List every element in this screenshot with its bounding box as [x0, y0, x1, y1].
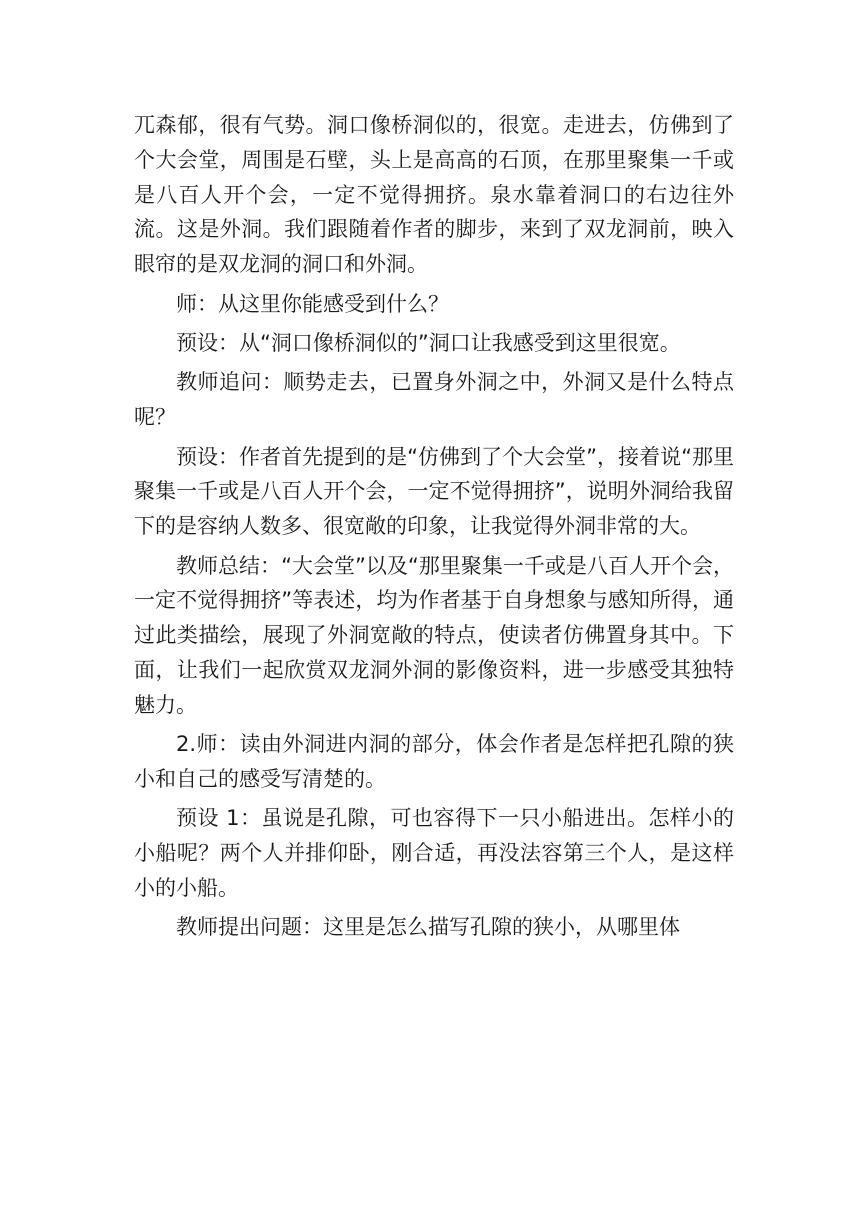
paragraph-teacher-question-2: 教师提出问题：这里是怎么描写孔隙的狭小，从哪里体 [176, 915, 680, 940]
paragraph-teacher-question: 师：从这里你能感受到什么？ [176, 291, 449, 316]
document-page [134, 108, 734, 950]
paragraph-continuation: 兀森郁，很有气势。洞口像桥洞似的，很宽。走进去，仿佛到了个大会堂，周围是石壁，头上是高高的石顶，在那里聚集一千或是八百人开个会，一定不觉得拥挤。泉水靠着洞口的右边往外流。这是外洞。我们跟随着作者的脚步，来到了双龙洞前，映入眼帘的是双龙洞的洞口和外洞。 [134, 113, 734, 277]
paragraph-teacher-summary: 教师总结：“大会堂”以及“那里聚集一千或是八百人开个会，一定不觉得拥挤”等表述，均为作者基于自身想象与感知所得，通过此类描绘，展现了外洞宽敞的特点，使读者仿佛置身其中。下面，让我们一起欣赏双龙洞外洞的影像资料，进一步感受其独特魅力。 [134, 553, 734, 717]
paragraph-expected-answer: 预设：从“洞口像桥洞似的”洞口让我感受到这里很宽。 [176, 330, 681, 355]
paragraph-teacher-task-2: 2.师：读由外洞进内洞的部分，体会作者是怎样把孔隙的狭小和自己的感受写清楚的。 [134, 732, 734, 791]
paragraph-expected-answer-3: 预设 1：虽说是孔隙，可也容得下一只小船进出。怎样小的小船呢？两个人并排仰卧，刚合适，再没法容第三个人，是这样小的小船。 [134, 806, 734, 900]
paragraph-expected-answer-2: 预设：作者首先提到的是“仿佛到了个大会堂”，接着说“那里聚集一千或是八百人开个会，一定不觉得拥挤”，说明外洞给我留下的是容纳人数多、很宽敞的印象，让我觉得外洞非常的大。 [134, 444, 734, 539]
paragraph-teacher-followup: 教师追问：顺势走去，已置身外洞之中，外洞又是什么特点呢？ [134, 370, 734, 430]
